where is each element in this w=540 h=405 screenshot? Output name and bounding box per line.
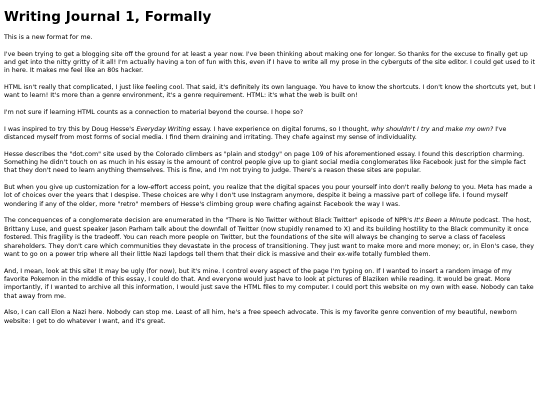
paragraph-text: This is a new format for me. <box>4 34 93 41</box>
essay-paragraph <box>4 151 536 176</box>
essay-paragraph <box>4 34 536 42</box>
essay-paragraph <box>4 184 536 209</box>
essay-body <box>4 34 536 326</box>
italic-text: belong <box>430 184 452 191</box>
essay-paragraph <box>4 84 536 101</box>
page-title: Writing Journal 1, Formally <box>4 9 212 25</box>
essay-paragraph <box>4 51 536 76</box>
italic-text: Everyday Writing <box>136 125 191 133</box>
essay-paragraph <box>4 217 536 259</box>
paragraph-text: But when you give up customization for a low-effort access point, you realize that the digital spaces you pour yourself into don't really <box>4 184 431 191</box>
paragraph-text: to you. Meta has made a lot of choices over the years that I despise. These choices are why I don't use Instagram anymore, despite it being a massive part of college life. I found myself wondering if any of the older, more "retro" members of Hesse's climbing group were chafing against Facebook the way I was. <box>4 184 533 208</box>
italic-text: It's Been a Minute <box>414 217 472 225</box>
essay-paragraph <box>4 109 536 117</box>
paragraph-text: Also, I can call Elon a Nazi here. Nobody can stop me. Least of all him, he's a free speech advocate. This is my favorite genre convention of my beautiful, newborn website: I get to do whatever I want, and it's great. <box>4 309 517 325</box>
essay-paragraph <box>4 268 536 302</box>
paragraph-text: Hesse describes the "dot.com" site used by the Colorado climbers as "plain and stodgy" on page 109 of his aforementioned essay. I found this description charming. Something he didn't touch on as much in his essay is the amount of control people give up to giant social media conglomerates like Facebook just for the simple fact that they don't need to learn anything themselves. This is fine, and I'm not trying to judge. There's a reason these sites are popular. <box>4 150 526 175</box>
paragraph-text: podcast. The host, Brittany Luse, and guest speaker Jason Parham talk about the downfall of Twitter (now stupidly renamed to X) and its building hostility to the Black community it once fostered. This fragility is the tradeoff. You can reach more people on Twitter, but the foundations of the site will always be changing to serve a class of faceless shareholders. They don't care which communities they devastate in the process of transitioning. They just want to make more and more money; or, in Elon's case, they want to go on a power trip where all their little Nazi lapdogs tell them that their dick is massive and their ex-wife totally fumbled them. <box>4 217 535 259</box>
paragraph-text: And, I mean, look at this site! It may be ugly (for now), but it's mine. I control every aspect of the page I'm typing on. If I wanted to insert a random image of my favorite Pokemon in the middle of this essay, I could do that. And everyone would just have to look at pictures of Blaziken while reading. It would be great. More importantly, if I wanted to archive all this information, I would just save the HTML files to my computer. I could port this website on my own with ease. Nobody can take that away from me. <box>4 267 534 300</box>
essay-paragraph <box>4 126 536 143</box>
paragraph-text: The concequences of a conglomerate decision are enumerated in the "There is No Twitter without Black Twitter" episode of NPR's <box>4 217 415 225</box>
paragraph-text: I was inspired to try this by Doug Hesse's <box>4 125 137 133</box>
essay-paragraph <box>4 309 536 326</box>
paragraph-text: I've been trying to get a blogging site off the ground for at least a year now. I've been thinking about making one for longer. So thanks for the excuse to finally get up and get into the nitty gritty of it all! I'm actually having a ton of fun with this, even if I have to write all my prose in the cyberguts of the site editor. I could get used to it in here. It makes me feel like an 80s hacker. <box>4 50 535 75</box>
italic-text: why shouldn't I try and make my own? <box>371 125 494 133</box>
paragraph-text: HTML isn't really that complicated, I just like feeling cool. That said, it's definitely its own language. You have to know the shortcuts. I don't know the shortcuts yet, but I want to learn! It's more than a genre environment, it's a genre requirement. HTML: it's what the web is built on! <box>4 84 536 100</box>
paragraph-text: I'm not sure if learning HTML counts as a connection to material beyond the course. I hope so? <box>4 109 304 116</box>
paragraph-text: I've distanced myself from most forms of social media. I find them draining and irritating. They chafe against my sense of individuality. <box>4 125 507 141</box>
paragraph-text: essay. I have experience on digital forums, so I thought, <box>190 125 372 133</box>
